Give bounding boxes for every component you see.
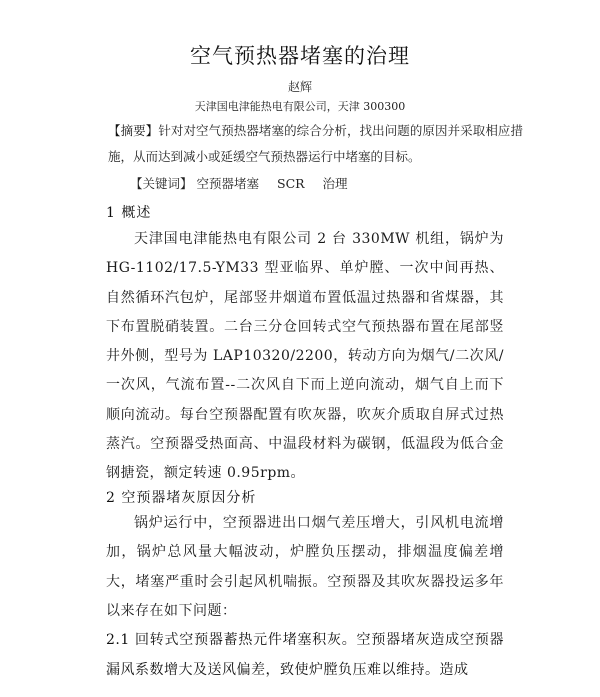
abstract-label: 【摘要】 [108, 123, 159, 138]
keyword-item: 空预器堵塞 [196, 176, 260, 191]
subsection-2-1: 2.1 回转式空预器蓄热元件堵塞积灰。空预器堵灰造成空预器漏风系数增大及送风偏差，致使炉膛负压难以维持。造成 [106, 632, 504, 678]
section-paragraph-causes: 锅炉运行中，空预器进出口烟气差压增大，引风机电流增加，锅炉总风量大幅波动，炉膛负压摆动，排烟温度偏差增大，堵塞严重时会引起风机喘振。空预器及其吹灰器投运多年以来存在如下问题： [106, 515, 504, 619]
abstract [108, 118, 523, 170]
keywords-label: 【关键词】 [130, 176, 193, 191]
author-affiliation: 天津国电津能热电有限公司，天津 300300 [194, 100, 406, 113]
abstract-text: 针对对空气预热器堵塞的综合分析，找出问题的原因并采取相应措施，从而达到减小或延缓空气预热器运行中堵塞的目标。 [108, 123, 523, 164]
section-heading-overview: 1 概述 [106, 205, 152, 221]
keywords [130, 174, 362, 192]
keyword-item: SCR [277, 176, 305, 191]
section-heading-causes: 2 空预器堵灰原因分析 [106, 490, 257, 506]
section-paragraph-overview: 天津国电津能热电有限公司 2 台 330MW 机组，锅炉为 HG-1102/17.5-YM33 型亚临界、单炉膛、一次中间再热、自然循环汽包炉，尾部竖井烟道布置低温过热器和省煤器，其下布置脱硝装置。二台三分仓回转式空气预热器布置在尾部竖井外侧，型号为 LAP10320/2200，转动方向为烟气/二次风/一次风，气流布置--二次风自下而上逆向流动，烟气自上而下顺向流动。每台空预器配置有吹灰器，吹灰介质取自屏式过热蒸汽。空预器受热面高、中温段材料为碳钢，低温段为低合金钢搪瓷，额定转速 0.95rpm。 [106, 231, 504, 482]
keyword-item: 治理 [322, 176, 348, 191]
paper-title: 空气预热器堵塞的治理 [190, 44, 410, 68]
author-name: 赵辉 [287, 80, 312, 94]
